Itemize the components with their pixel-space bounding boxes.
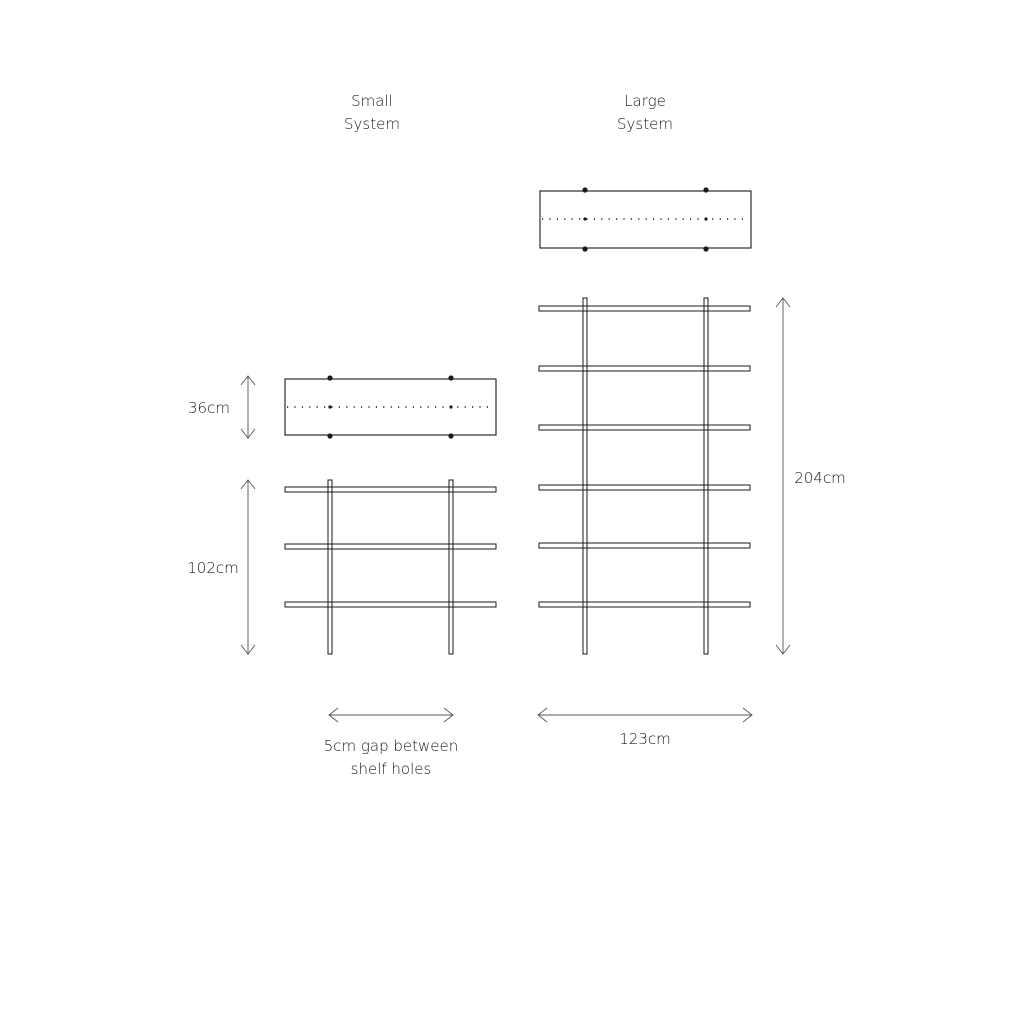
large-system-title-line2: System (617, 115, 673, 133)
small-height-label: 102cm (187, 559, 239, 577)
small-depth-dimension (188, 376, 255, 438)
small-system-title-line2: System (344, 115, 400, 133)
small-gap-label-line1: 5cm gap between (323, 737, 459, 755)
large-system (538, 92, 846, 748)
large-width-dimension (538, 708, 752, 748)
large-system-title-line1: Large (624, 92, 666, 110)
large-system-elevation (539, 298, 750, 654)
small-system-title-line1: Small (351, 92, 393, 110)
small-system (187, 92, 496, 778)
small-system-elevation (285, 480, 496, 654)
small-depth-label: 36cm (188, 399, 230, 417)
large-height-dimension (776, 298, 846, 654)
small-gap-label-line2: shelf holes (350, 760, 432, 778)
large-width-label: 123cm (619, 730, 671, 748)
small-gap-dimension (324, 708, 459, 778)
small-height-dimension (187, 480, 255, 654)
small-system-plan-view (285, 375, 496, 438)
large-system-plan-view (540, 187, 751, 251)
large-height-label: 204cm (794, 469, 846, 487)
